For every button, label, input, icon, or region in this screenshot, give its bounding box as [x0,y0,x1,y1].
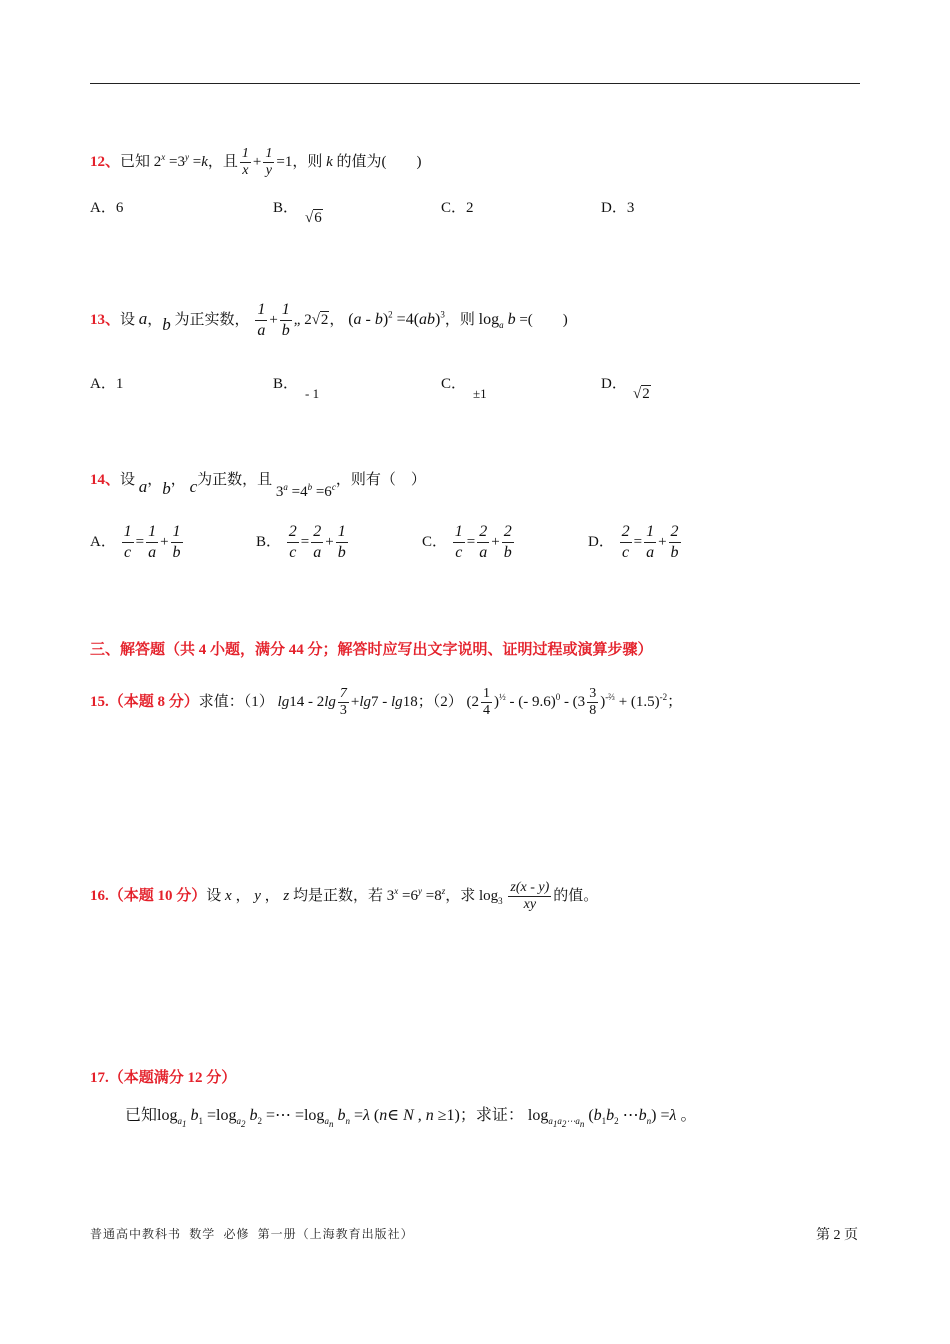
math-expression: (a - b)$^2$ =4(ab)$^3$ [348,309,445,328]
question-number: 17.（本题满分 12 分） [90,1070,237,1086]
question-17-header [90,1068,236,1088]
question-16: 16.（本题 10 分）设 x ， y ， z 均是正数，若 $3^x =6^y =8^z$，求 $\log_3$ $\frac{z(x - y)}{xy}$ 的值。 [90,880,599,912]
section-heading: 三、解答题（共 4 小题，满分 44 分；解答时应写出文字说明、证明过程或演算步骤） [90,642,653,658]
header-rule [90,83,860,84]
option-a: A． $\frac{1}{c}$ = $\frac{1}{a}$ + $\frac{1}{b}$ [90,523,181,561]
option-b: B． [273,200,299,216]
option-c: C．2 [441,200,474,216]
fraction: $\frac{z(x - y)}{xy}$ [510,880,550,912]
question-number: 15.（本题 8 分） [90,693,199,710]
option-c: C． $\frac{1}{c}$ = $\frac{2}{a}$ + $\frac{2}{b}$ [422,523,512,561]
option-c: C． [441,376,467,392]
option-c-value: ±1 [473,386,487,401]
option-d: D． [601,376,627,392]
option-b-value: - 1 [305,386,320,401]
fraction: $\frac{1}{y}$ [265,146,273,178]
footer-text: 普通高中教科书 数学 必修 第一册（上海教育出版社） [90,1227,414,1241]
fraction: $\frac{1}{b}$ [281,301,290,339]
math-expression-2: (2 $\frac{1}{4}$ )$^{\frac{1}{2}}$ - (- 9.6)$^0$ - (3 $\frac{3}{8}$ )$^{-\frac{2}{3}} + (1.5)^{-2}$ [466,686,668,718]
option-b: B． [273,376,299,392]
question-number: 14、 [90,472,121,488]
math-expression: $2^x =3^y =k$ [153,151,208,170]
option-d: D．3 [601,200,635,216]
question-number: 16.（本题 10 分） [90,887,207,904]
fraction: $\frac{1}{a}$ [257,301,266,339]
question-14: 14、设 a，b， c为正数，且 $3^a =4^b =6^c$，则有（ ） [90,472,426,500]
option-a: A．1 [90,376,124,392]
math-expression: lg [277,693,290,710]
question-17-body: 已知$\log_{a_1} b_1 =\log_{a_2}$ $b_2$ =⋯ $=\log_{a_n}$ $b_n =\lambda$ (n∈ N , n ≥1)；求证： $\log_{a_1a_2\cdots a_n} (b_1b_2$ $\cdots b_n) =\lambda$ 。 [125,1107,697,1129]
option-d: D． $\frac{2}{c}$ = $\frac{1}{a}$ + $\frac{2}{b}$ [588,523,679,561]
fraction: $\frac{1}{x}$ [241,146,249,178]
math-expression: $3^a =4^b =6^c$ [275,482,336,500]
question-15: 15.（本题 8 分）求值：（1） lg14 - 2lg $\frac{7}{3}$ +lg7 - lg18；（2） (2 $\frac{1}{4}$ )$^{\frac{1}{2}}$ - (- 9.6)$^0$ - (3 $\frac{3}{8}$ )$^{-\frac{2}{3}} + (1.5)^{-2}$； [90,686,683,718]
question-12: 12、已知 $2^x =3^y =k$，且 $\frac{1}{x}$ + $\frac{1}{y}$ =1，则 k 的值为( ) [90,146,422,178]
math-expression: $3^x =6^y =8^z$ [386,885,446,904]
option-d-value: √2 [633,386,650,402]
question-number: 12、 [90,153,121,170]
option-b: B． $\frac{2}{c}$ = $\frac{2}{a}$ + $\frac{1}{b}$ [256,523,346,561]
page-number: 第 2 页 [816,1228,858,1243]
option-b-value: √6 [305,210,322,226]
question-number: 13、 [90,311,121,328]
question-13: 13、设 a，b 为正实数， $\frac{1}{a}$ + $\frac{1}{b}$ „ 2√2， (a - b)$^2$ =4(ab)$^3$，则 $\log_a b$ =( ) [90,301,568,339]
option-a: A．6 [90,200,124,216]
